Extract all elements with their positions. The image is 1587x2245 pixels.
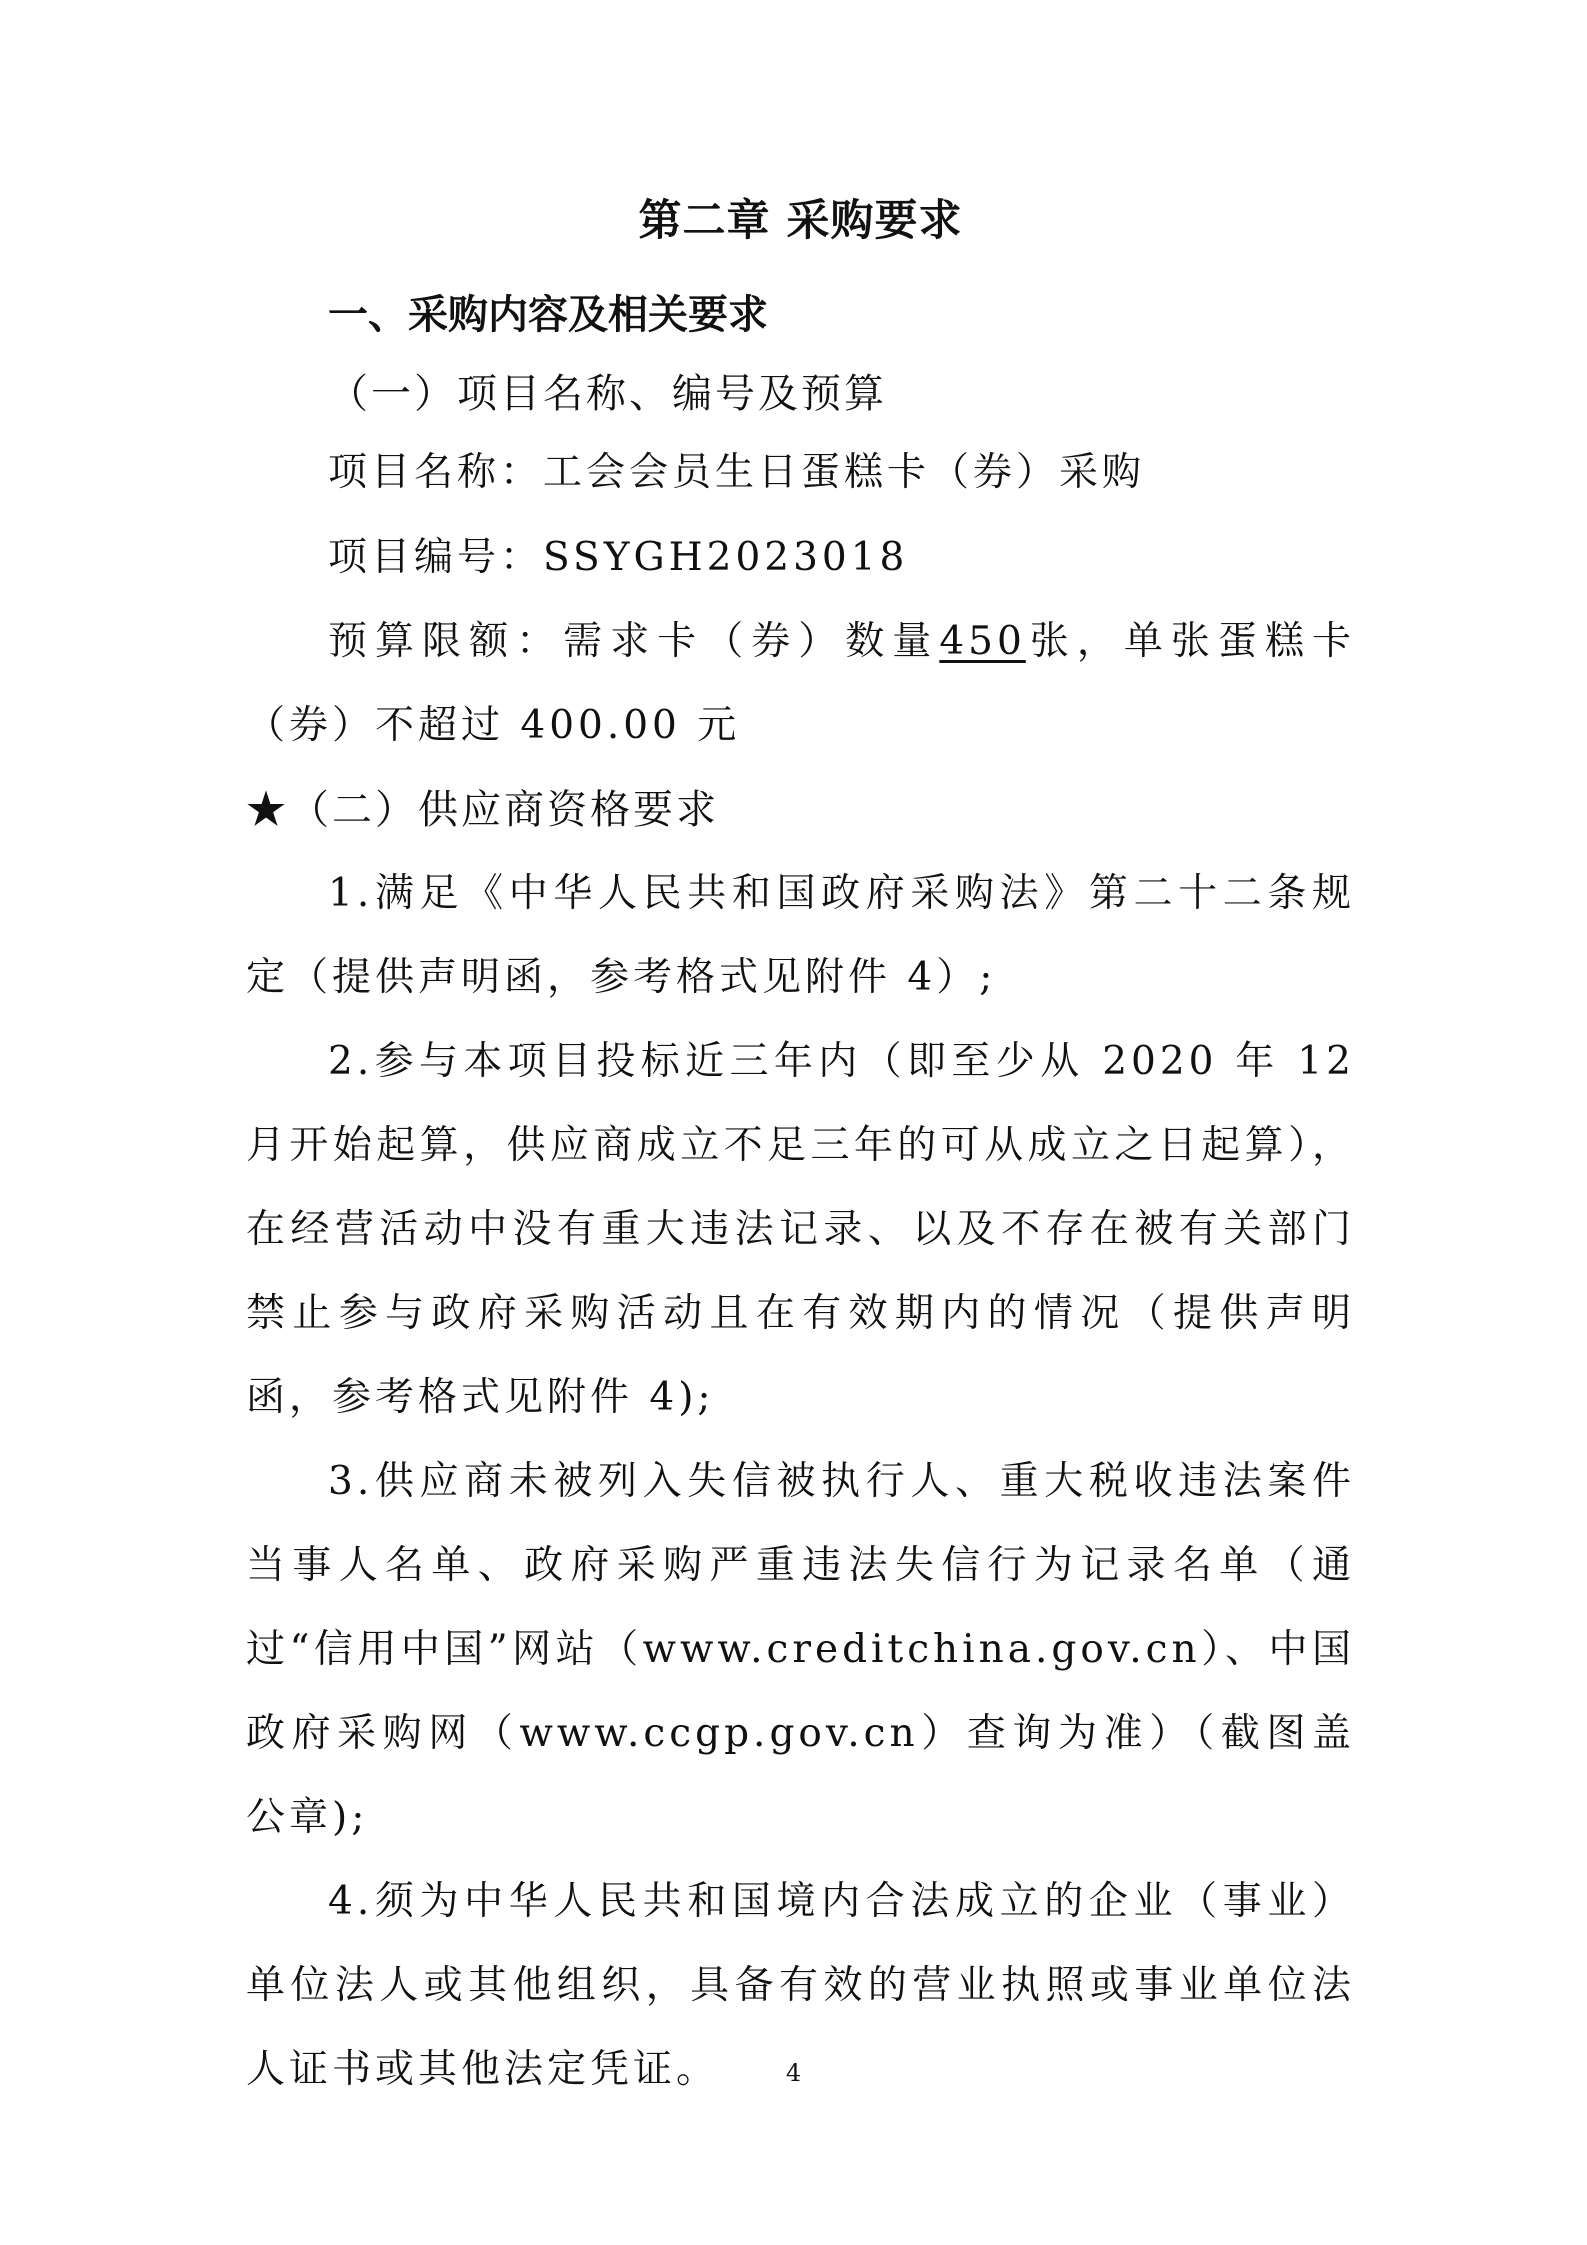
page-content (246, 192, 1355, 2112)
page-number: 4 (785, 2059, 802, 2087)
subsection-heading-project: （一）项目名称、编号及预算 (328, 371, 887, 417)
project-number: 项目编号：SSYGH2023018 (328, 535, 909, 580)
project-name: 项目名称：工会会员生日蛋糕卡（券）采购 (328, 450, 1146, 495)
qualification-item-4: 4.须为中华人民共和国境内合法成立的企业（事业）单位法人或其他组织，具备有效的营业执照或事业单位法人证书或其他法定凭证。 (246, 1879, 1355, 2092)
qualification-item-3: 3.供应商未被列入失信被执行人、重大税收违法案件当事人名单、政府采购严重违法失信行为记录名单（通过“信用中国”网站（www.creditchina.gov.cn）、中国政府采购网（www.ccgp.gov.cn）查询为准）（截图盖公章); (246, 1459, 1355, 1840)
budget-quantity: 450 (939, 619, 1026, 664)
budget-prefix: 预算限额：需求卡（券）数量 (328, 619, 940, 664)
subsection-heading-qualification: ★（二）供应商资格要求 (246, 787, 719, 833)
budget-suffix: 张，单张蛋糕卡（券）不超过 400.00 元 (246, 619, 1355, 748)
chapter-title: 第二章 采购要求 (638, 196, 963, 246)
section-heading: 一、采购内容及相关要求 (328, 292, 768, 338)
budget-limit (246, 600, 1355, 768)
qualification-item-1: 1.满足《中华人民共和国政府采购法》第二十二条规定（提供声明函，参考格式见附件 4）; (246, 871, 1355, 1000)
qualification-item-2: 2.参与本项目投标近三年内（即至少从 2020 年 12 月开始起算，供应商成立不足三年的可从成立之日起算），在经营活动中没有重大违法记录、以及不存在被有关部门禁止参与政府采购活动且在有效期内的情况（提供声明函，参考格式见附件 4); (246, 1039, 1355, 1420)
